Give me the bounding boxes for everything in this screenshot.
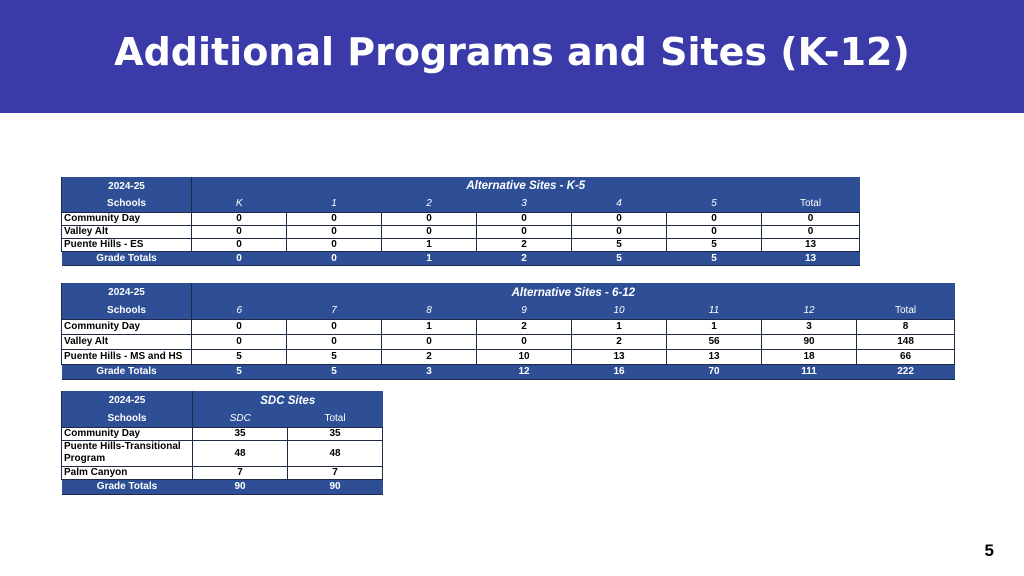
total-cell: 16 xyxy=(572,364,667,379)
cell: 0 xyxy=(192,238,287,251)
column-header: Total xyxy=(762,195,860,212)
cell: 0 xyxy=(287,319,382,334)
total-cell: 5 xyxy=(192,364,287,379)
cell: 0 xyxy=(382,334,477,349)
page-number: 5 xyxy=(984,541,994,560)
column-header: 8 xyxy=(382,302,477,319)
total-cell: 5 xyxy=(572,251,667,265)
totals-label: Grade Totals xyxy=(62,251,192,265)
total-cell: 3 xyxy=(382,364,477,379)
cell: 0 xyxy=(287,334,382,349)
totals-label: Grade Totals xyxy=(62,479,193,494)
cell: 13 xyxy=(667,349,762,364)
cell: 1 xyxy=(382,319,477,334)
cell: 0 xyxy=(287,212,382,225)
totals-row xyxy=(62,364,955,379)
table-alt-6-12 xyxy=(61,283,955,380)
cell: 0 xyxy=(572,212,667,225)
cell: 13 xyxy=(572,349,667,364)
column-header: 12 xyxy=(762,302,857,319)
school-name: Community Day xyxy=(62,319,192,334)
school-name: Puente Hills - MS and HS xyxy=(62,349,192,364)
cell: 5 xyxy=(667,238,762,251)
total-cell: 90 xyxy=(193,479,288,494)
table-row xyxy=(62,319,955,334)
total-cell: 5 xyxy=(667,251,762,265)
year-header: 2024-25 xyxy=(62,177,192,195)
cell: 0 xyxy=(667,212,762,225)
cell: 2 xyxy=(382,349,477,364)
cell: 5 xyxy=(572,238,667,251)
school-name: Valley Alt xyxy=(62,225,192,238)
cell: 0 xyxy=(667,225,762,238)
cell: 1 xyxy=(572,319,667,334)
schools-header: Schools xyxy=(62,195,192,212)
totals-row xyxy=(62,479,383,494)
cell: 48 xyxy=(288,440,383,466)
cell: 90 xyxy=(762,334,857,349)
cell: 5 xyxy=(287,349,382,364)
column-header: 5 xyxy=(667,195,762,212)
total-cell: 5 xyxy=(287,364,382,379)
table-row xyxy=(62,349,955,364)
total-cell: 70 xyxy=(667,364,762,379)
cell: 8 xyxy=(857,319,955,334)
schools-header: Schools xyxy=(62,302,192,319)
total-cell: 2 xyxy=(477,251,572,265)
column-header: 1 xyxy=(287,195,382,212)
section-header: Alternative Sites - 6-12 xyxy=(192,283,955,302)
school-name: Valley Alt xyxy=(62,334,192,349)
cell: 35 xyxy=(193,427,288,440)
total-cell: 90 xyxy=(288,479,383,494)
total-cell: 0 xyxy=(287,251,382,265)
cell: 0 xyxy=(477,334,572,349)
total-cell: 0 xyxy=(192,251,287,265)
column-header: 3 xyxy=(477,195,572,212)
totals-label: Grade Totals xyxy=(62,364,192,379)
cell: 66 xyxy=(857,349,955,364)
column-header: 2 xyxy=(382,195,477,212)
cell: 0 xyxy=(382,212,477,225)
column-header: 7 xyxy=(287,302,382,319)
cell: 5 xyxy=(192,349,287,364)
cell: 0 xyxy=(192,212,287,225)
column-header: K xyxy=(192,195,287,212)
column-header: 6 xyxy=(192,302,287,319)
cell: 0 xyxy=(382,225,477,238)
cell: 7 xyxy=(288,466,383,479)
cell: 2 xyxy=(572,334,667,349)
school-name: Puente Hills - ES xyxy=(62,238,192,251)
section-header: SDC Sites xyxy=(193,391,383,410)
cell: 13 xyxy=(762,238,860,251)
column-header: 9 xyxy=(477,302,572,319)
cell: 35 xyxy=(288,427,383,440)
table-sdc xyxy=(61,391,383,495)
cell: 0 xyxy=(762,212,860,225)
table-row xyxy=(62,427,383,440)
cell: 0 xyxy=(477,212,572,225)
table-row xyxy=(62,466,383,479)
cell: 18 xyxy=(762,349,857,364)
column-header: 4 xyxy=(572,195,667,212)
table-row xyxy=(62,440,383,466)
cell: 1 xyxy=(667,319,762,334)
page-title: Additional Programs and Sites (K-12) xyxy=(114,30,910,74)
totals-row xyxy=(62,251,860,265)
cell: 2 xyxy=(477,319,572,334)
cell: 0 xyxy=(287,238,382,251)
column-header: 11 xyxy=(667,302,762,319)
school-name: Community Day xyxy=(62,212,192,225)
total-cell: 13 xyxy=(762,251,860,265)
cell: 148 xyxy=(857,334,955,349)
total-cell: 1 xyxy=(382,251,477,265)
table-row xyxy=(62,334,955,349)
year-header: 2024-25 xyxy=(62,283,192,302)
cell: 0 xyxy=(477,225,572,238)
schools-header: Schools xyxy=(62,410,193,427)
school-name: Puente Hills-Transitional Program xyxy=(62,440,193,466)
cell: 0 xyxy=(762,225,860,238)
cell: 0 xyxy=(192,334,287,349)
section-header: Alternative Sites - K-5 xyxy=(192,177,860,195)
table-row xyxy=(62,212,860,225)
cell: 2 xyxy=(477,238,572,251)
column-header: Total xyxy=(857,302,955,319)
table-row xyxy=(62,225,860,238)
table-row xyxy=(62,238,860,251)
total-cell: 222 xyxy=(857,364,955,379)
cell: 0 xyxy=(192,319,287,334)
cell: 1 xyxy=(382,238,477,251)
cell: 0 xyxy=(287,225,382,238)
cell: 3 xyxy=(762,319,857,334)
total-cell: 111 xyxy=(762,364,857,379)
school-name: Palm Canyon xyxy=(62,466,193,479)
table-alt-k5 xyxy=(61,177,860,266)
school-name: Community Day xyxy=(62,427,193,440)
column-header: SDC xyxy=(193,410,288,427)
column-header: Total xyxy=(288,410,383,427)
total-cell: 12 xyxy=(477,364,572,379)
cell: 7 xyxy=(193,466,288,479)
cell: 0 xyxy=(192,225,287,238)
cell: 10 xyxy=(477,349,572,364)
column-header: 10 xyxy=(572,302,667,319)
cell: 56 xyxy=(667,334,762,349)
year-header: 2024-25 xyxy=(62,391,193,410)
cell: 0 xyxy=(572,225,667,238)
cell: 48 xyxy=(193,440,288,466)
